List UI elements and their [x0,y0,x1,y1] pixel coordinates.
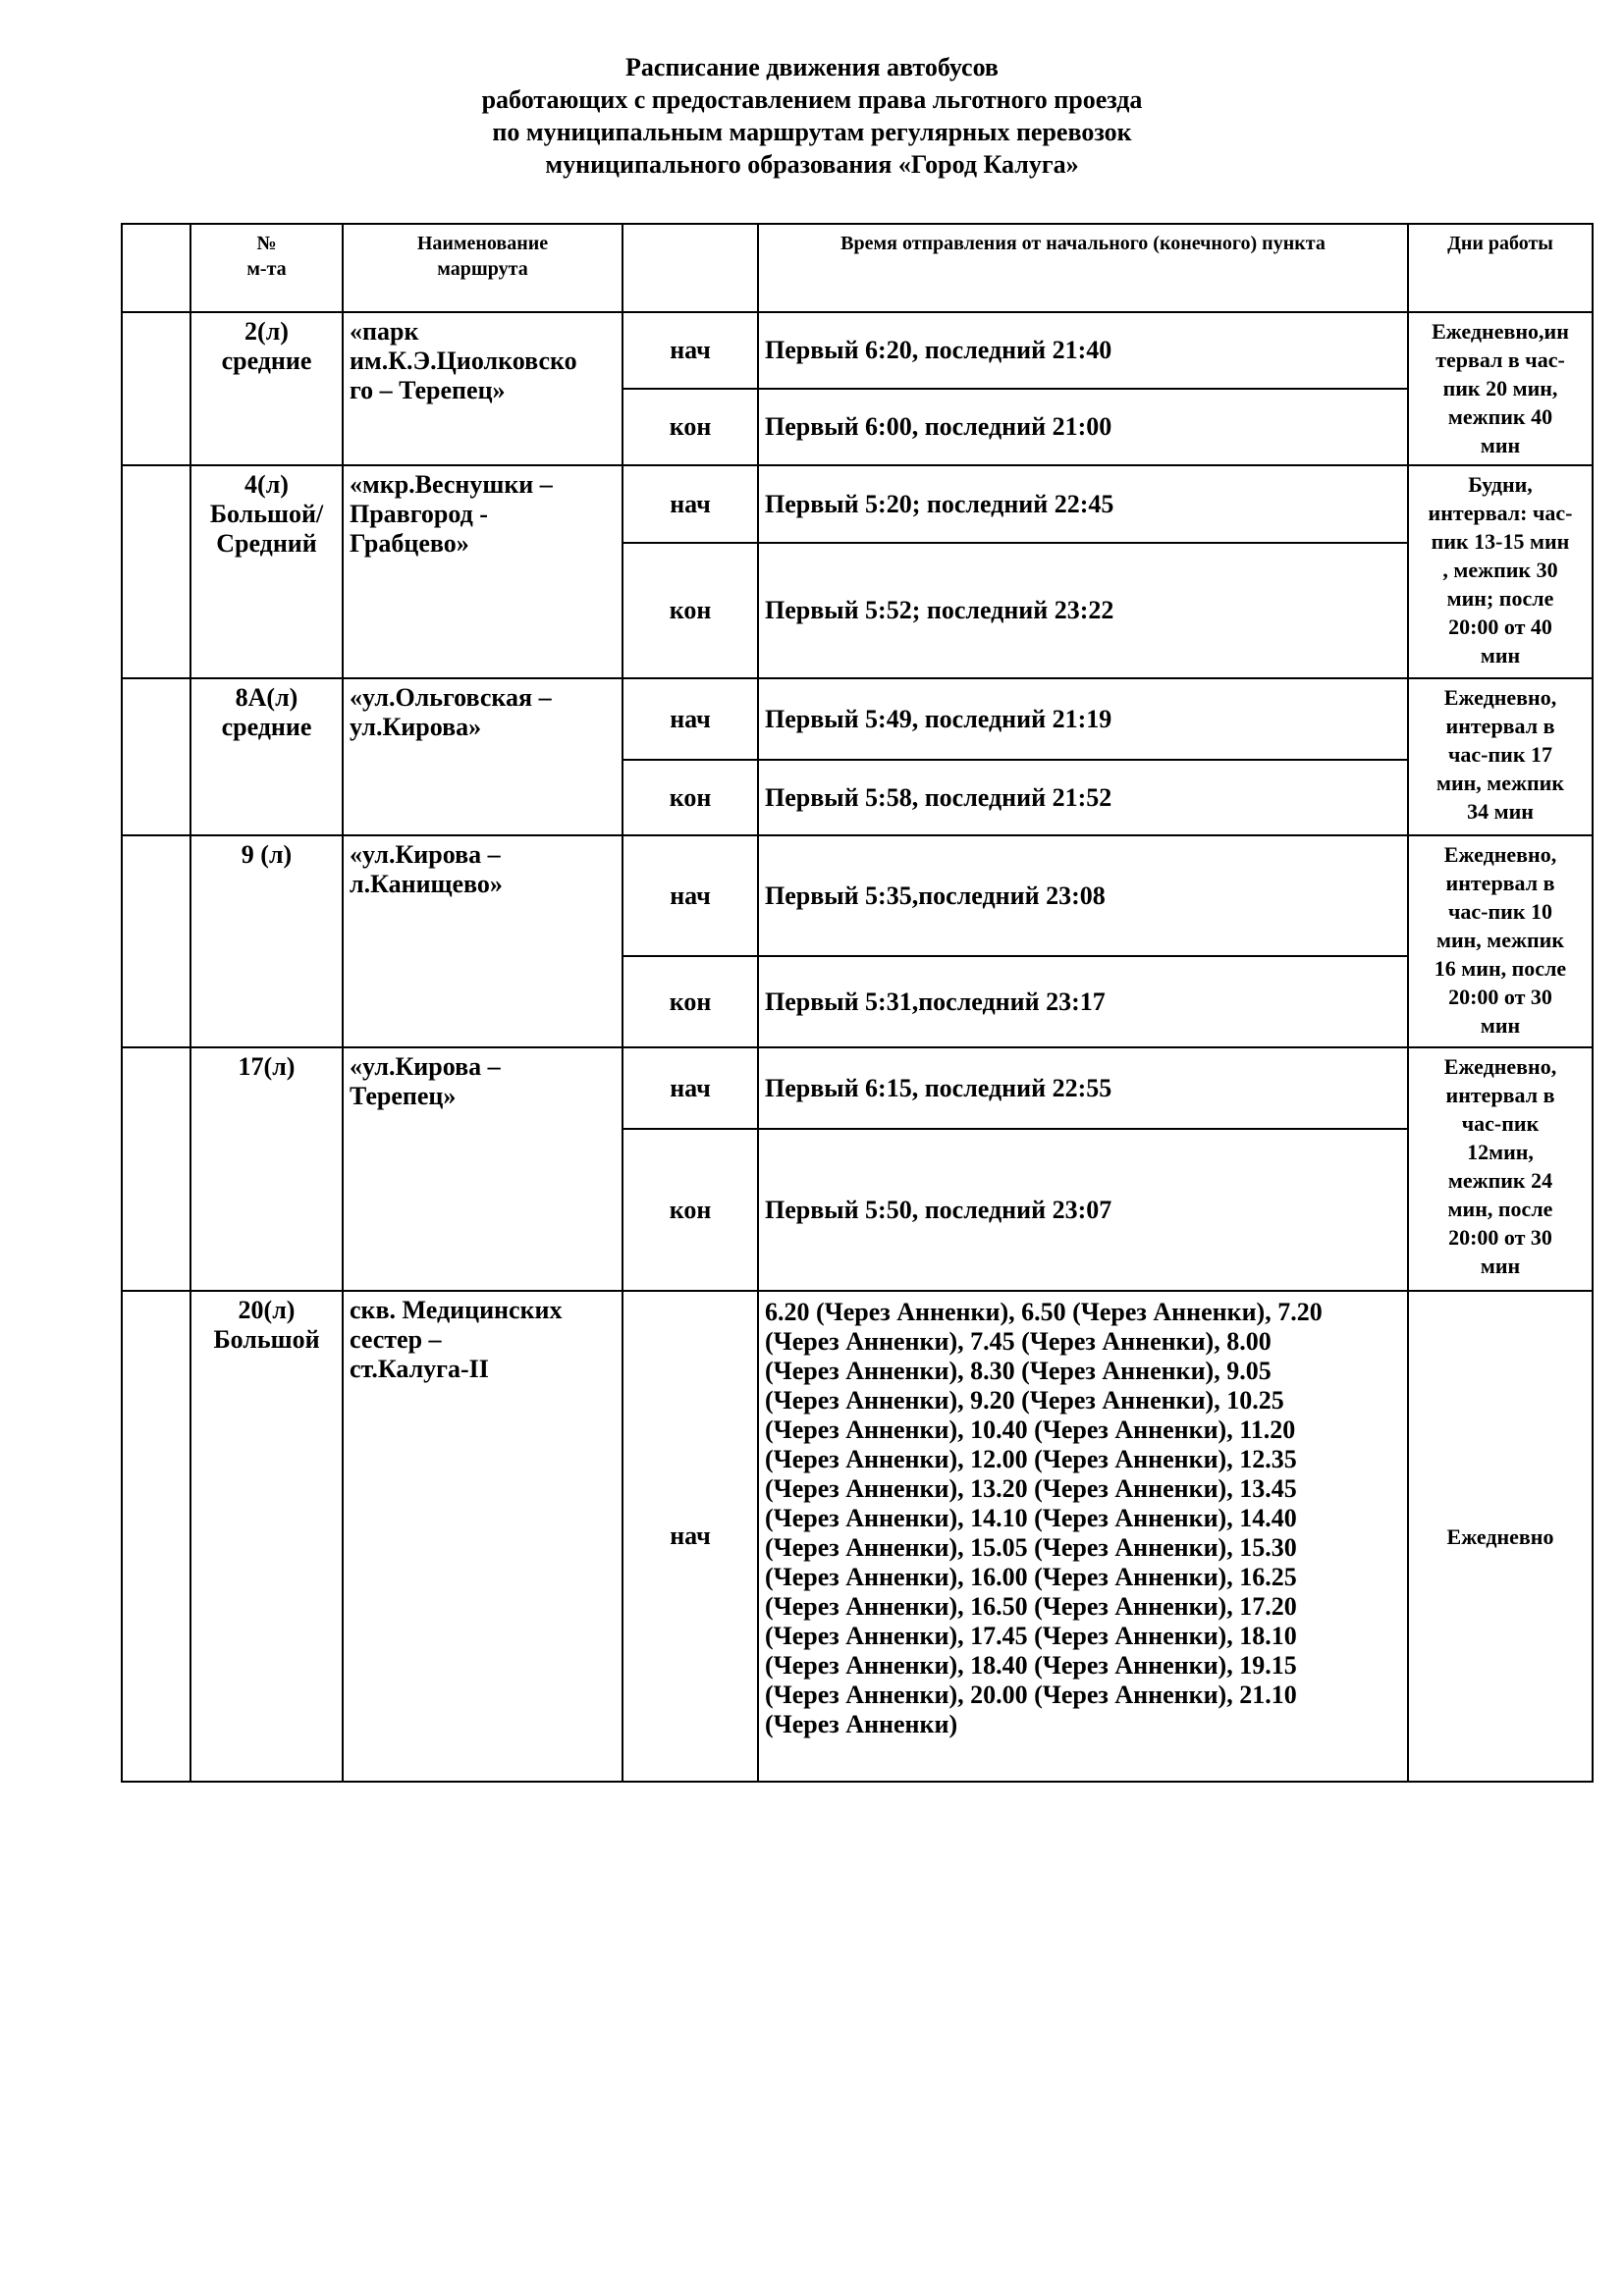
operating-days: Ежедневно, интервал в час-пик 17 мин, межпик 34 мин [1408,678,1593,835]
route-name: «ул.Кирова – л.Канищево» [343,835,623,1047]
end-time: Первый 5:31,последний 23:17 [758,956,1408,1047]
direction-end: кон [623,389,758,465]
blank-cell [122,465,190,678]
end-time: Первый 5:52; последний 23:22 [758,543,1408,678]
start-time: Первый 5:20; последний 22:45 [758,465,1408,543]
direction-start: нач [623,1047,758,1129]
title-line-1: Расписание движения автобусов [625,53,999,81]
direction-start: нач [623,1291,758,1782]
direction-end: кон [623,1129,758,1291]
departure-times-list: 6.20 (Через Анненки), 6.50 (Через Анненки), 7.20 (Через Анненки), 7.45 (Через Анненки), 8.00 (Через Анненки), 8.30 (Через Анненки), 9.05 (Через Анненки), 9.20 (Через Анненки), 10.25 (Через Анненки), 10.40 (Через Анненки), 11.20 (Через Анненки), 12.00 (Через Анненки), 12.35 (Через Анненки), 13.20 (Через Анненки), 13.45 (Через Анненки), 14.10 (Через Анненки), 14.40 (Через Анненки), 15.05 (Через Анненки), 15.30 (Через Анненки), 16.00 (Через Анненки), 16.25 (Через Анненки), 16.50 (Через Анненки), 17.20 (Через Анненки), 17.45 (Через Анненки), 18.10 (Через Анненки), 18.40 (Через Анненки), 19.15 (Через Анненки), 20.00 (Через Анненки), 21.10 (Через Анненки) [758,1291,1408,1782]
operating-days: Ежедневно,ин тервал в час- пик 20 мин, межпик 40 мин [1408,312,1593,465]
route-name: скв. Медицинских сестер – ст.Калуга-II [343,1291,623,1782]
operating-days: Ежедневно, интервал в час-пик 12мин, межпик 24 мин, после 20:00 от 30 мин [1408,1047,1593,1291]
end-time: Первый 5:50, последний 23:07 [758,1129,1408,1291]
start-time: Первый 6:20, последний 21:40 [758,312,1408,389]
direction-start: нач [623,312,758,389]
blank-cell [122,1291,190,1782]
route-number: 2(л) средние [190,312,343,465]
blank-cell [122,1047,190,1291]
schedule-table [121,223,1594,1783]
title-line-2: работающих с предоставлением права льготного проезда [481,85,1143,114]
blank-cell [122,835,190,1047]
header-blank-cell [122,224,190,312]
route-number: 9 (л) [190,835,343,1047]
table-row [122,312,1593,389]
route-number: 17(л) [190,1047,343,1291]
route-name: «парк им.К.Э.Циолковско го – Терепец» [343,312,623,465]
route-name: «мкр.Веснушки – Правгород - Грабцево» [343,465,623,678]
header-direction-blank [623,224,758,312]
table-row [122,678,1593,760]
header-days: Дни работы [1408,224,1593,312]
direction-start: нач [623,465,758,543]
table-row [122,1291,1593,1782]
table-header-row [122,224,1593,312]
operating-days: Будни, интервал: час- пик 13-15 мин , межпик 30 мин; после 20:00 от 40 мин [1408,465,1593,678]
title-line-3: по муниципальным маршрутам регулярных перевозок [492,118,1132,146]
table-row [122,465,1593,543]
direction-start: нач [623,835,758,956]
direction-end: кон [623,956,758,1047]
start-time: Первый 6:15, последний 22:55 [758,1047,1408,1129]
route-number: 20(л) Большой [190,1291,343,1782]
end-time: Первый 6:00, последний 21:00 [758,389,1408,465]
header-departure-time: Время отправления от начального (конечного) пункта [758,224,1408,312]
table-row [122,1047,1593,1129]
document-title [0,51,1624,181]
start-time: Первый 5:35,последний 23:08 [758,835,1408,956]
route-number: 8А(л) средние [190,678,343,835]
header-route-number: № м-та [190,224,343,312]
start-time: Первый 5:49, последний 21:19 [758,678,1408,760]
route-name: «ул.Кирова – Терепец» [343,1047,623,1291]
operating-days: Ежедневно [1408,1291,1593,1782]
direction-end: кон [623,543,758,678]
direction-end: кон [623,760,758,835]
direction-start: нач [623,678,758,760]
route-name: «ул.Ольговская – ул.Кирова» [343,678,623,835]
blank-cell [122,678,190,835]
header-route-name: Наименование маршрута [343,224,623,312]
table-row [122,835,1593,956]
route-number: 4(л) Большой/ Средний [190,465,343,678]
title-line-4: муниципального образования «Город Калуга» [545,150,1079,179]
operating-days: Ежедневно, интервал в час-пик 10 мин, межпик 16 мин, после 20:00 от 30 мин [1408,835,1593,1047]
end-time: Первый 5:58, последний 21:52 [758,760,1408,835]
blank-cell [122,312,190,465]
